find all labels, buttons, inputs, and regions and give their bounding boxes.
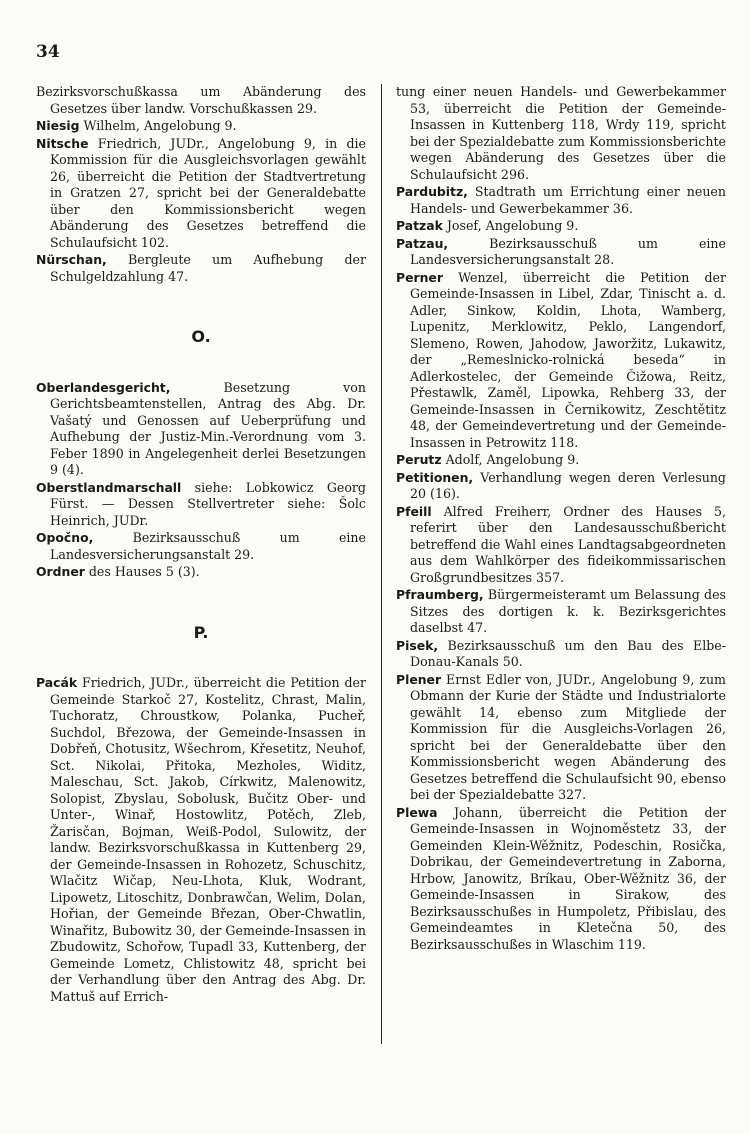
section-letter: P.	[193, 622, 209, 642]
index-entry	[36, 252, 366, 285]
right-column	[396, 84, 726, 954]
entry-heading: Oberstlandmarschall	[36, 479, 182, 495]
entry-text: Alfred Freiherr, Ordner des Hauses 5, referirt über den Landesausschußbericht betreffend die Wahl eines Landtagsabgeordneten aus dem Wahlkörper des fideikommissarischen Großgrundbesitzes 357.	[410, 503, 726, 585]
entry-heading: Patzak	[396, 218, 443, 233]
entry-text: tung einer neuen Handels- und Gewerbekammer 53, überreicht die Petition der Gemeinde-Insassen in Kuttenberg 118, Wrdy 119, spricht bei der Spezialdebatte zum Kommissionsberichte wegen Abänderung des Gesetzes über die Schulaufsicht 296.	[396, 84, 726, 182]
index-entry	[396, 805, 726, 954]
entry-heading: Ordner	[36, 564, 85, 579]
entry-heading: Niesig	[36, 118, 80, 133]
left-column	[36, 84, 366, 1006]
index-entry	[396, 84, 726, 183]
entry-text: Besetzung von Gerichtsbeamtenstellen, Antrag des Abg. Dr. Vašatý und Genossen auf Ueberprüfung und Aufhebung der Justiz-Min.-Verordnung vom 3. Feber 1890 in Angelegenheit derlei Besetzungen 9 (4).	[50, 379, 366, 477]
entry-heading: Plewa	[396, 804, 438, 820]
index-entry	[36, 136, 366, 252]
index-entry	[396, 672, 726, 804]
index-entry	[396, 270, 726, 452]
index-entry	[396, 638, 726, 671]
index-entry	[36, 530, 366, 563]
entry-heading: Oberlandesgericht,	[36, 379, 171, 395]
entry-heading: Pfeill	[396, 503, 432, 519]
index-entry	[36, 380, 366, 479]
index-entry	[36, 118, 366, 135]
entry-heading: Pardubitz,	[396, 184, 468, 199]
entry-text: Verhandlung wegen deren Verlesung 20 (16).	[410, 469, 726, 501]
index-entry	[396, 184, 726, 217]
entry-text: Adolf, Angelobung 9.	[441, 452, 580, 467]
entry-heading: Pfraumberg,	[396, 587, 484, 602]
entry-heading: Perutz	[396, 452, 442, 467]
index-entry	[36, 480, 366, 530]
entry-text: Ernst Edler von, JUDr., Angelobung 9, zum Obmann der Kurie der Städte und Industrialorte gewählt 14, ebenso zum Mitgliede der Kommission für die Ausgleichs-Vorlagen 26, spricht bei der Generaldebatte über den Kommissionsbericht wegen Abänderung des Gesetzes betreffend die Schulaufsicht 90, ebenso bei der Spezialdebatte 327.	[410, 671, 726, 802]
entry-text: siehe: Lobkowicz Georg Fürst. — Dessen Stellvertreter siehe: Šolc Heinrich, JUDr.	[50, 479, 366, 528]
index-entry	[396, 587, 726, 637]
index-entry	[36, 675, 366, 1005]
entry-heading: Petitionen,	[396, 469, 474, 485]
entry-heading: Pisek,	[396, 637, 439, 653]
entry-heading: Nürschan,	[36, 252, 107, 267]
entry-text: Bezirksvorschußkassa um Abänderung des Gesetzes über landw. Vorschußkassen 29.	[36, 84, 366, 116]
entry-text: Wenzel, überreicht die Petition der Gemeinde-Insassen in Libel, Zdar, Tinischt a. d. Adler, Sinkow, Koldin, Lhota, Wamberg, Lupenitz, Merklowitz, Peklo, Langendorf, Slemeno, Rowen, Jahodow, Jaworžitz, Lukawitz, der „Remeslnicko-rolnická beseda“ in Adlerkostelec, der Gemeinde Čižowa, Reitz, Přestawlk, Zaměl, Lipowka, Rehberg 33, der Gemeinde-Insassen in Černikowitz, Zeschtětitz 48, der Gemeindevertretung und der Gemeinde-Insassen in Petrowitz 118.	[410, 269, 726, 450]
index-entry	[36, 564, 366, 581]
entry-heading: Nitsche	[36, 135, 89, 151]
section-letter: O.	[191, 327, 211, 346]
index-entry	[396, 452, 726, 469]
entry-text: Friedrich, JUDr., Angelobung 9, in die Kommission für die Ausgleichsvorlagen gewählt 26, überreicht die Petition der Stadtvertretung in Gratzen 27, spricht bei der Generaldebatte über den Kommissionsbericht wegen Abänderung des Gesetzes betreffend die Schulaufsicht 102.	[50, 135, 366, 250]
entry-heading: Perner	[396, 269, 443, 285]
column-divider	[381, 84, 382, 1044]
entry-text: Friedrich, JUDr., überreicht die Petition der Gemeinde Starkoč 27, Kostelitz, Chrast, Malin, Tuchoratz, Chroustkow, Polanka, Pucheř, Suchdol, Březowa, der Gemeinde-Insassen in Dobřeň, Chotusitz, Wšechrom, Křesetitz, Neuhof, Sct. Nikolai, Přitoka, Mezholes, Widitz, Maleschau, Sct. Jakob, Církwitz, Malenowitz, Solopist, Zbyslau, Sobolusk, Bučitz Ober- und Unter-, Winař, Hostowlitz, Potěch, Zleb, Žarisčan, Bojman, Weiß-Podol, Sulowitz, der landw. Bezirksvorschußkassa in Kuttenberg 29, der Gemeinde-Insassen in Rohozetz, Schuschitz, Wlačitz Wičap, Neu-Lhota, Kluk, Wodrant, Lipowetz, Litoschitz, Donbrawčan, Welim, Dolan, Hořian, der Gemeinde Březan, Ober-Chwatlin, Winařitz, Bubowitz 30, der Gemeinde-Insassen in Zbudowitz, Schořow, Tupadl 33, Kuttenberg, der Gemeinde Lometz, Chlistowitz 48, spricht bei der Verhandlung über den Antrag des Abg. Dr. Mattuš auf Errich-	[50, 675, 366, 1004]
entry-text: Bergleute um Aufhebung der Schulgeldzahlung 47.	[50, 252, 366, 284]
page-number: 34	[36, 42, 60, 62]
index-entry	[396, 236, 726, 269]
entry-text: Bezirksausschuß um eine Landesversicherungsanstalt 29.	[50, 530, 366, 562]
entry-text: Wilhelm, Angelobung 9.	[79, 118, 237, 133]
index-entry	[396, 470, 726, 503]
entry-text: Stadtrath um Errichtung einer neuen Handels- und Gewerbekammer 36.	[410, 184, 726, 216]
entry-heading: Patzau,	[396, 235, 449, 251]
entry-heading: Plener	[396, 671, 442, 687]
index-entry	[396, 218, 726, 235]
entry-text: Josef, Angelobung 9.	[442, 218, 579, 233]
entry-text: Bezirksausschuß um den Bau des Elbe-Donau-Kanals 50.	[410, 637, 726, 669]
entry-text: des Hauses 5 (3).	[84, 564, 200, 579]
index-entry	[396, 504, 726, 587]
index-entry	[36, 84, 366, 117]
entry-text: Bezirksausschuß um eine Landesversicherungsanstalt 28.	[410, 235, 726, 267]
entry-heading: Opočno,	[36, 530, 94, 545]
entry-heading: Pacák	[36, 675, 78, 690]
entry-text: Bürgermeisteramt um Belassung des Sitzes des dortigen k. k. Bezirksgerichtes daselbst 47.	[410, 587, 726, 635]
entry-text: Johann, überreicht die Petition der Gemeinde-Insassen in Wojnoměstetz 33, der Gemeinden Klein-Wěžnitz, Podeschin, Rosička, Dobrikau, der Gemeindevertretung in Zaborna, Hrbow, Janowitz, Bríkau, Ober-Wěžnitz 36, der Gemeinde-Insassen in Sirakow, des Bezirksausschußes in Humpoletz, Přibislau, des Gemeindeamtes in Kletečna 50, des Bezirksausschußes in Wlaschim 119.	[410, 804, 726, 952]
